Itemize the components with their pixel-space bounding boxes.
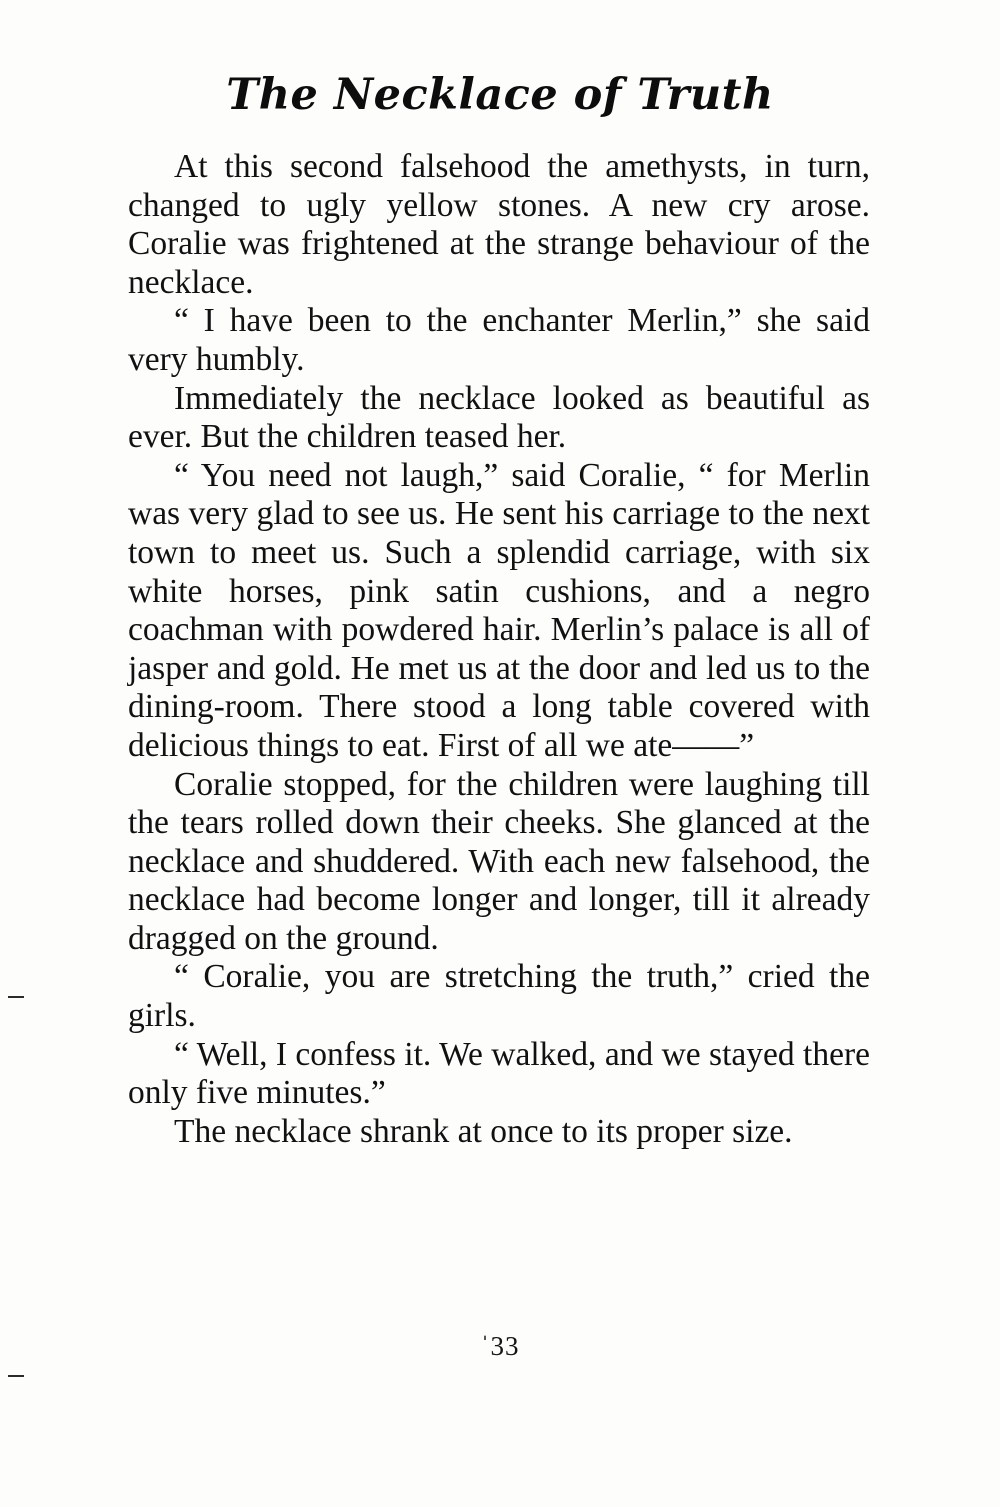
paragraph: “ I have been to the enchanter Merlin,” she said very humbly. (128, 302, 870, 378)
paragraph: “ Coralie, you are stretching the truth,” cried the girls. (128, 958, 870, 1035)
page-body (128, 148, 870, 1151)
margin-mark-icon (8, 996, 24, 998)
paragraph: Immediately the necklace looked as beautiful as ever. But the children teased her. (128, 379, 870, 456)
paragraph: Coralie stopped, for the children were laughing till the tears rolled down their cheeks. She glanced at the necklace and shuddered. With each new falsehood, the necklace had become longer and longer, till it already dragged on the ground. (128, 765, 870, 957)
margin-mark-icon (8, 1375, 24, 1377)
paragraph: “ You need not laugh,” said Coralie, “ for Merlin was very glad to see us. He sent his carriage to the next town to meet us. Such a splendid carriage, with six white horses, pink satin cushions, and a negro coachman with powdered hair. Merlin’s palace is all of jasper and gold. He met us at the door and led us to the dining-room. There stood a long table covered with delicious things to eat. First of all we ate——” (128, 456, 870, 764)
page-title: The Necklace of Truth (226, 70, 774, 120)
paragraph: At this second falsehood the amethysts, in turn, changed to ugly yellow stones. A new cry arose. Coralie was frightened at the strange behaviour of the necklace. (128, 148, 870, 301)
paragraph: The necklace shrank at once to its proper size. (174, 1112, 793, 1150)
paragraph: “ Well, I confess it. We walked, and we stayed there only five minutes.” (128, 1035, 870, 1112)
page-number: ˈ33 (480, 1331, 520, 1361)
